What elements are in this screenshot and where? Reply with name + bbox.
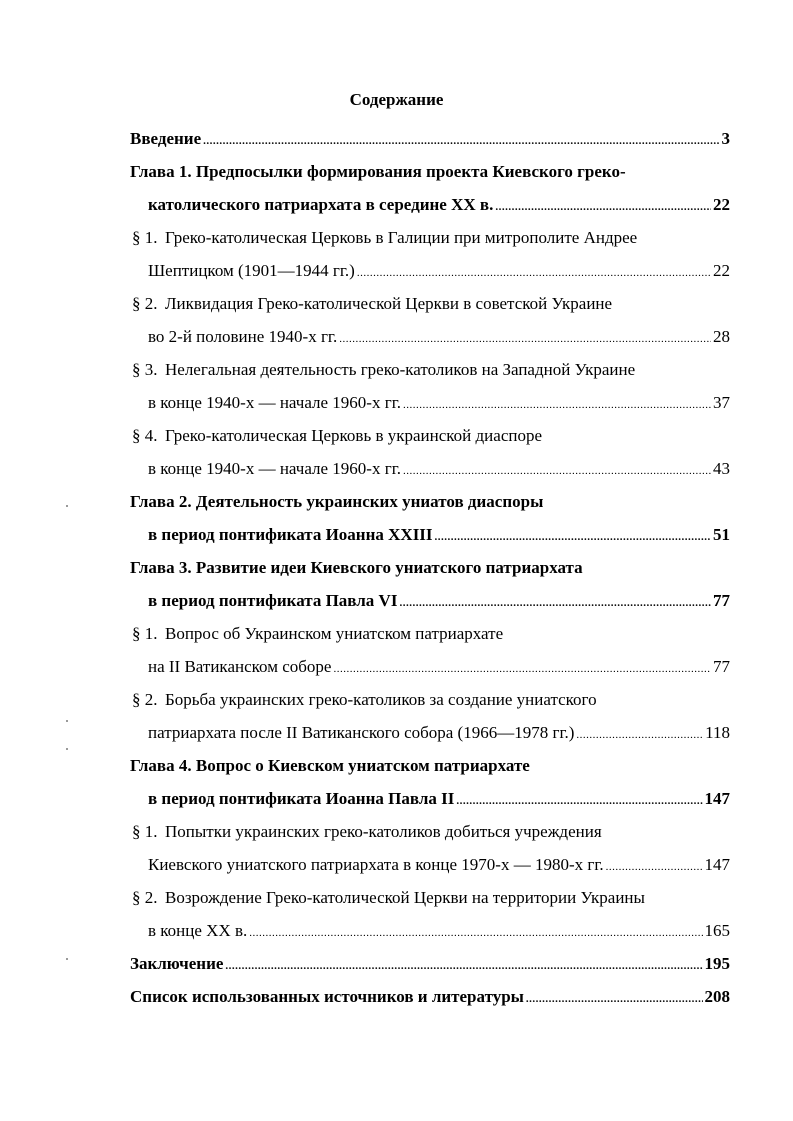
dot-leader <box>333 653 711 686</box>
scan-speck <box>66 505 68 507</box>
dot-leader <box>526 983 703 1016</box>
dot-leader <box>403 389 711 422</box>
toc-page-number: 37 <box>713 393 730 412</box>
toc-entry-section-3-2[interactable] <box>130 683 730 749</box>
section-number: § 2. <box>132 888 158 907</box>
toc-page-number: 22 <box>713 261 730 280</box>
section-number: § 1. <box>132 624 158 643</box>
toc-entry-line: Возрождение Греко-католической Церкви на территории Украины <box>165 888 645 907</box>
toc-entry-line: католического патриархата в середине XX в. <box>148 195 494 214</box>
toc-page-number: 165 <box>704 921 730 940</box>
dot-leader <box>495 191 711 224</box>
page-title: Содержание <box>349 90 444 109</box>
scan-speck <box>66 958 68 960</box>
toc-entry-section-4-2[interactable] <box>130 881 730 947</box>
section-number: § 3. <box>132 360 158 379</box>
toc-entry-introduction[interactable] <box>130 122 730 155</box>
toc-entry-line: Ликвидация Греко-католической Церкви в советской Украине <box>165 294 613 313</box>
section-number: § 1. <box>132 228 158 247</box>
toc-page-number: 77 <box>713 657 730 676</box>
dot-leader <box>576 719 703 752</box>
toc-page-number: 147 <box>704 855 730 874</box>
toc-entry-section-1-3[interactable] <box>130 353 730 419</box>
toc-entry-section-4-1[interactable] <box>130 815 730 881</box>
toc-entry-section-1-1[interactable] <box>130 221 730 287</box>
scan-speck <box>66 720 68 722</box>
toc-entry-chapter-1[interactable] <box>130 155 730 221</box>
toc-entry-line: патриархата после II Ватиканского собора (1966—1978 гг.) <box>148 723 575 742</box>
toc-entry-line: во 2-й половине 1940-х гг. <box>148 327 338 346</box>
toc-page-number: 43 <box>713 459 730 478</box>
toc-entry-chapter-2[interactable] <box>130 485 730 551</box>
dot-leader <box>357 257 711 290</box>
toc-entry-section-1-2[interactable] <box>130 287 730 353</box>
toc-entry-chapter-3[interactable] <box>130 551 730 617</box>
dot-leader <box>339 323 711 356</box>
toc-page-number: 77 <box>713 591 730 610</box>
toc-entry-chapter-4[interactable] <box>130 749 730 815</box>
toc-page-number: 195 <box>704 954 730 973</box>
toc-entry-line: Глава 2. Деятельность украинских униатов диаспоры <box>130 492 544 511</box>
toc-entry-line: в период понтификата Иоанна Павла II <box>148 789 455 808</box>
toc-entry-text: Введение <box>130 129 202 148</box>
toc-entry-line: Глава 4. Вопрос о Киевском униатском патриархате <box>130 756 530 775</box>
toc-entry-line: Вопрос об Украинском униатском патриархате <box>165 624 504 643</box>
section-number: § 1. <box>132 822 158 841</box>
toc-entry-line: Греко-католическая Церковь в украинской диаспоре <box>165 426 543 445</box>
toc-entry-line: Киевского униатского патриархата в конце 1970-х — 1980-х гг. <box>148 855 604 874</box>
toc-entry-conclusion[interactable] <box>130 947 730 980</box>
dot-leader <box>399 587 711 620</box>
toc-entry-line: в конце 1940-х — начале 1960-х гг. <box>148 459 401 478</box>
toc-page-number: 51 <box>713 525 730 544</box>
toc-entry-line: в конце 1940-х — начале 1960-х гг. <box>148 393 401 412</box>
toc-page-number: 22 <box>713 195 730 214</box>
section-number: § 4. <box>132 426 158 445</box>
toc-entry-line: в период понтификата Павла VI <box>148 591 398 610</box>
toc-page-number: 208 <box>704 987 730 1006</box>
dot-leader <box>225 950 702 983</box>
dot-leader <box>403 455 711 488</box>
toc-entry-section-3-1[interactable] <box>130 617 730 683</box>
toc-page-number: 118 <box>705 723 730 742</box>
toc-entry-bibliography[interactable] <box>130 980 730 1013</box>
toc-entry-line: Греко-католическая Церковь в Галиции при митрополите Андрее <box>165 228 638 247</box>
scan-speck <box>66 748 68 750</box>
dot-leader <box>435 521 711 554</box>
toc-entry-text: Список использованных источников и литературы <box>130 987 524 1006</box>
toc-entry-line: на II Ватиканском соборе <box>148 657 332 676</box>
toc-entry-line: Глава 3. Развитие идеи Киевского униатского патриархата <box>130 558 583 577</box>
toc-page-number: 147 <box>704 789 730 808</box>
dot-leader <box>606 851 703 884</box>
dot-leader <box>203 125 719 158</box>
toc-page-number: 28 <box>713 327 730 346</box>
toc-entry-line: Попытки украинских греко-католиков добиться учреждения <box>165 822 602 841</box>
dot-leader <box>249 917 702 950</box>
toc-entry-line: Глава 1. Предпосылки формирования проекта Киевского греко- <box>130 162 626 181</box>
toc-entry-line: Нелегальная деятельность греко-католиков на Западной Украине <box>165 360 636 379</box>
toc-entry-line: в период понтификата Иоанна XXIII <box>148 525 433 544</box>
section-number: § 2. <box>132 294 158 313</box>
section-number: § 2. <box>132 690 158 709</box>
toc-entry-line: Шептицком (1901—1944 гг.) <box>148 261 355 280</box>
toc-entry-section-1-4[interactable] <box>130 419 730 485</box>
table-of-contents <box>130 122 730 1013</box>
toc-page-number: 3 <box>721 129 730 148</box>
toc-entry-line: в конце XX в. <box>148 921 248 940</box>
toc-entry-text: Заключение <box>130 954 224 973</box>
toc-entry-line: Борьба украинских греко-католиков за создание униатского <box>165 690 597 709</box>
dot-leader <box>456 785 702 818</box>
